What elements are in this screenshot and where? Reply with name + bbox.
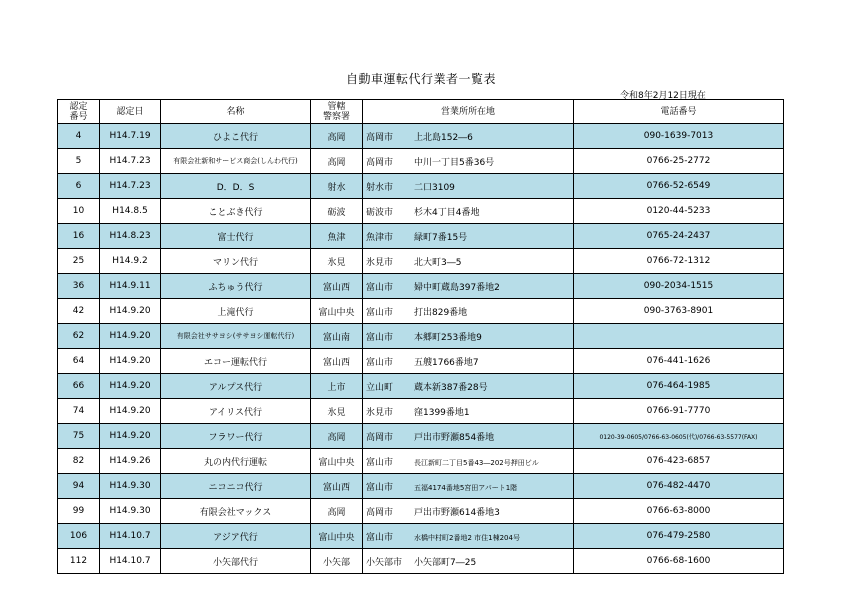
name-cell: アイリス代行	[161, 399, 311, 424]
table-row	[58, 399, 784, 424]
phone-cell: 0765-24-2437	[574, 224, 784, 249]
police-cell: 砺波	[311, 199, 363, 224]
police-cell: 高岡	[311, 499, 363, 524]
table-row	[58, 499, 784, 524]
address-cell	[363, 549, 574, 574]
cert-date-cell: H14.8.23	[100, 224, 161, 249]
cert-no-cell: 62	[58, 324, 100, 349]
police-cell: 高岡	[311, 149, 363, 174]
address-cell	[363, 199, 574, 224]
address-city: 射水市	[366, 182, 394, 193]
address-cell	[363, 249, 574, 274]
cert-date-cell: H14.9.20	[100, 324, 161, 349]
cert-date-cell: H14.8.5	[100, 199, 161, 224]
cert-no-cell: 36	[58, 274, 100, 299]
cert-no-cell: 112	[58, 549, 100, 574]
address-city: 氷見市	[366, 407, 394, 418]
name-cell: D．D．S	[161, 174, 311, 199]
cert-no-cell: 10	[58, 199, 100, 224]
cert-date-cell: H14.9.20	[100, 424, 161, 449]
address-cell	[363, 374, 574, 399]
police-cell: 高岡	[311, 124, 363, 149]
cert-date-cell: H14.7.23	[100, 149, 161, 174]
cert-date-cell: H14.10.7	[100, 549, 161, 574]
address-cell	[363, 499, 574, 524]
cert-date-cell: H14.9.20	[100, 374, 161, 399]
cert-no-cell: 42	[58, 299, 100, 324]
document-title: 自動車運転代行業者一覧表	[345, 72, 496, 86]
name-cell: マリン代行	[161, 249, 311, 274]
address-city: 高岡市	[366, 507, 394, 518]
cert-no-cell: 5	[58, 149, 100, 174]
table-row	[58, 349, 784, 374]
table-header-row	[58, 100, 784, 124]
table-row	[58, 224, 784, 249]
police-cell: 富山西	[311, 474, 363, 499]
address-city: 富山市	[366, 307, 394, 318]
address-detail: 蔵本新387番28号	[414, 382, 488, 393]
address-cell	[363, 274, 574, 299]
phone-cell: 0766-52-6549	[574, 174, 784, 199]
cert-date-cell: H14.9.20	[100, 299, 161, 324]
header-cert-date: 認定日	[100, 100, 161, 124]
cert-no-cell: 74	[58, 399, 100, 424]
phone-cell: 076-482-4470	[574, 474, 784, 499]
table-row	[58, 249, 784, 274]
address-city: 砺波市	[366, 207, 394, 218]
address-detail: 戸出市野瀬854番地	[414, 432, 495, 443]
address-cell	[363, 324, 574, 349]
cert-no-cell: 16	[58, 224, 100, 249]
address-detail: 中川一丁目5番36号	[414, 157, 495, 168]
address-detail: 打出829番地	[414, 307, 468, 318]
cert-no-cell: 94	[58, 474, 100, 499]
name-cell: 小矢部代行	[161, 549, 311, 574]
header-jurisdiction: 管轄 警察署	[311, 100, 363, 124]
address-detail: 杉木4丁目4番地	[414, 207, 480, 218]
name-cell: フラワー代行	[161, 424, 311, 449]
table-row	[58, 324, 784, 349]
address-city: 氷見市	[366, 257, 394, 268]
address-cell	[363, 299, 574, 324]
cert-date-cell: H14.9.2	[100, 249, 161, 274]
address-detail: 五艘1766番地7	[414, 357, 479, 368]
police-cell: 富山中央	[311, 524, 363, 549]
phone-cell: 076-464-1985	[574, 374, 784, 399]
cert-no-cell: 6	[58, 174, 100, 199]
cert-date-cell: H14.9.30	[100, 474, 161, 499]
table-row	[58, 174, 784, 199]
police-cell: 射水	[311, 174, 363, 199]
address-cell	[363, 424, 574, 449]
address-detail: 緑町7番15号	[414, 232, 468, 243]
address-detail: 長江新町二丁目5番43―202号押田ビル	[414, 458, 539, 467]
address-detail: 婦中町蔵島397番地2	[414, 282, 500, 293]
phone-cell: 0120-39-0605/0766-63-0605(代)/0766-63-5577(FAX)	[574, 424, 784, 449]
address-detail: 水橋中村町2番地2 市住1棟204号	[414, 533, 520, 542]
address-detail: 戸出市野瀬614番地3	[414, 507, 500, 518]
address-city: 小矢部市	[366, 557, 403, 568]
table-row	[58, 424, 784, 449]
address-cell	[363, 149, 574, 174]
address-cell	[363, 449, 574, 474]
phone-cell: 0766-25-2772	[574, 149, 784, 174]
cert-date-cell: H14.7.23	[100, 174, 161, 199]
phone-cell: 076-479-2580	[574, 524, 784, 549]
name-cell: ふちゅう代行	[161, 274, 311, 299]
header-cert-no: 認定 番号	[58, 100, 100, 124]
name-cell: ニコニコ代行	[161, 474, 311, 499]
header-address: 営業所所在地	[363, 100, 574, 124]
cert-date-cell: H14.9.30	[100, 499, 161, 524]
table-row	[58, 199, 784, 224]
police-cell: 上市	[311, 374, 363, 399]
name-cell: ことぶき代行	[161, 199, 311, 224]
cert-date-cell: H14.7.19	[100, 124, 161, 149]
address-cell	[363, 224, 574, 249]
address-cell	[363, 474, 574, 499]
phone-cell: 090-3763-8901	[574, 299, 784, 324]
address-detail: 二口3109	[414, 182, 455, 193]
cert-no-cell: 66	[58, 374, 100, 399]
name-cell: アルプス代行	[161, 374, 311, 399]
address-city: 富山市	[366, 532, 394, 543]
table-row	[58, 524, 784, 549]
police-cell: 富山南	[311, 324, 363, 349]
address-cell	[363, 174, 574, 199]
header-name: 名称	[161, 100, 311, 124]
phone-cell: 0766-68-1600	[574, 549, 784, 574]
cert-no-cell: 4	[58, 124, 100, 149]
phone-cell: 076-441-1626	[574, 349, 784, 374]
police-cell: 魚津	[311, 224, 363, 249]
address-cell	[363, 349, 574, 374]
table-row	[58, 299, 784, 324]
phone-cell: 090-1639-7013	[574, 124, 784, 149]
phone-cell: 0120-44-5233	[574, 199, 784, 224]
address-city: 富山市	[366, 482, 394, 493]
address-city: 富山市	[366, 357, 394, 368]
address-city: 高岡市	[366, 432, 394, 443]
name-cell: 有限会社ササヨシ(ササヨシ運転代行)	[161, 324, 311, 349]
table-row	[58, 374, 784, 399]
address-city: 富山市	[366, 457, 394, 468]
phone-cell: 0766-63-8000	[574, 499, 784, 524]
address-detail: 本郷町253番地9	[414, 332, 482, 343]
cert-date-cell: H14.9.20	[100, 399, 161, 424]
police-cell: 富山中央	[311, 449, 363, 474]
police-cell: 高岡	[311, 424, 363, 449]
address-city: 高岡市	[366, 132, 394, 143]
phone-cell: 0766-72-1312	[574, 249, 784, 274]
police-cell: 氷見	[311, 399, 363, 424]
name-cell: 富士代行	[161, 224, 311, 249]
address-detail: 窪1399番地1	[414, 407, 470, 418]
table-row	[58, 549, 784, 574]
name-cell: アジア代行	[161, 524, 311, 549]
as-of-date: 令和8年2月12日現在	[620, 91, 706, 101]
police-cell: 小矢部	[311, 549, 363, 574]
address-detail: 北大町3―5	[414, 257, 462, 268]
address-city: 立山町	[366, 382, 394, 393]
police-cell: 富山西	[311, 274, 363, 299]
cert-date-cell: H14.9.11	[100, 274, 161, 299]
name-cell: 有限会社新和サービス商会(しんわ代行)	[161, 149, 311, 174]
cert-no-cell: 82	[58, 449, 100, 474]
phone-cell: 0766-91-7770	[574, 399, 784, 424]
cert-date-cell: H14.9.26	[100, 449, 161, 474]
police-cell: 氷見	[311, 249, 363, 274]
cert-no-cell: 64	[58, 349, 100, 374]
address-cell	[363, 524, 574, 549]
name-cell: エコー運転代行	[161, 349, 311, 374]
police-cell: 富山中央	[311, 299, 363, 324]
operator-table	[57, 99, 784, 574]
address-detail: 小矢部町7―25	[414, 557, 477, 568]
name-cell: ひよこ代行	[161, 124, 311, 149]
header-phone: 電話番号	[574, 100, 784, 124]
name-cell: 上滝代行	[161, 299, 311, 324]
table-row	[58, 449, 784, 474]
address-city: 富山市	[366, 282, 394, 293]
address-city: 富山市	[366, 332, 394, 343]
cert-no-cell: 75	[58, 424, 100, 449]
name-cell: 有限会社マックス	[161, 499, 311, 524]
address-cell	[363, 399, 574, 424]
cert-no-cell: 25	[58, 249, 100, 274]
table-row	[58, 274, 784, 299]
phone-cell	[574, 324, 784, 349]
address-city: 高岡市	[366, 157, 394, 168]
address-city: 魚津市	[366, 232, 394, 243]
police-cell: 富山西	[311, 349, 363, 374]
name-cell: 丸の内代行運転	[161, 449, 311, 474]
phone-cell: 090-2034-1515	[574, 274, 784, 299]
phone-cell: 076-423-6857	[574, 449, 784, 474]
address-detail: 五福4174番地5宮田アパート1階	[414, 483, 518, 492]
cert-date-cell: H14.9.20	[100, 349, 161, 374]
cert-date-cell: H14.10.7	[100, 524, 161, 549]
cert-no-cell: 99	[58, 499, 100, 524]
address-detail: 上北島152―6	[414, 132, 473, 143]
address-cell	[363, 124, 574, 149]
cert-no-cell: 106	[58, 524, 100, 549]
table-row	[58, 474, 784, 499]
table-row	[58, 149, 784, 174]
table-row	[58, 124, 784, 149]
